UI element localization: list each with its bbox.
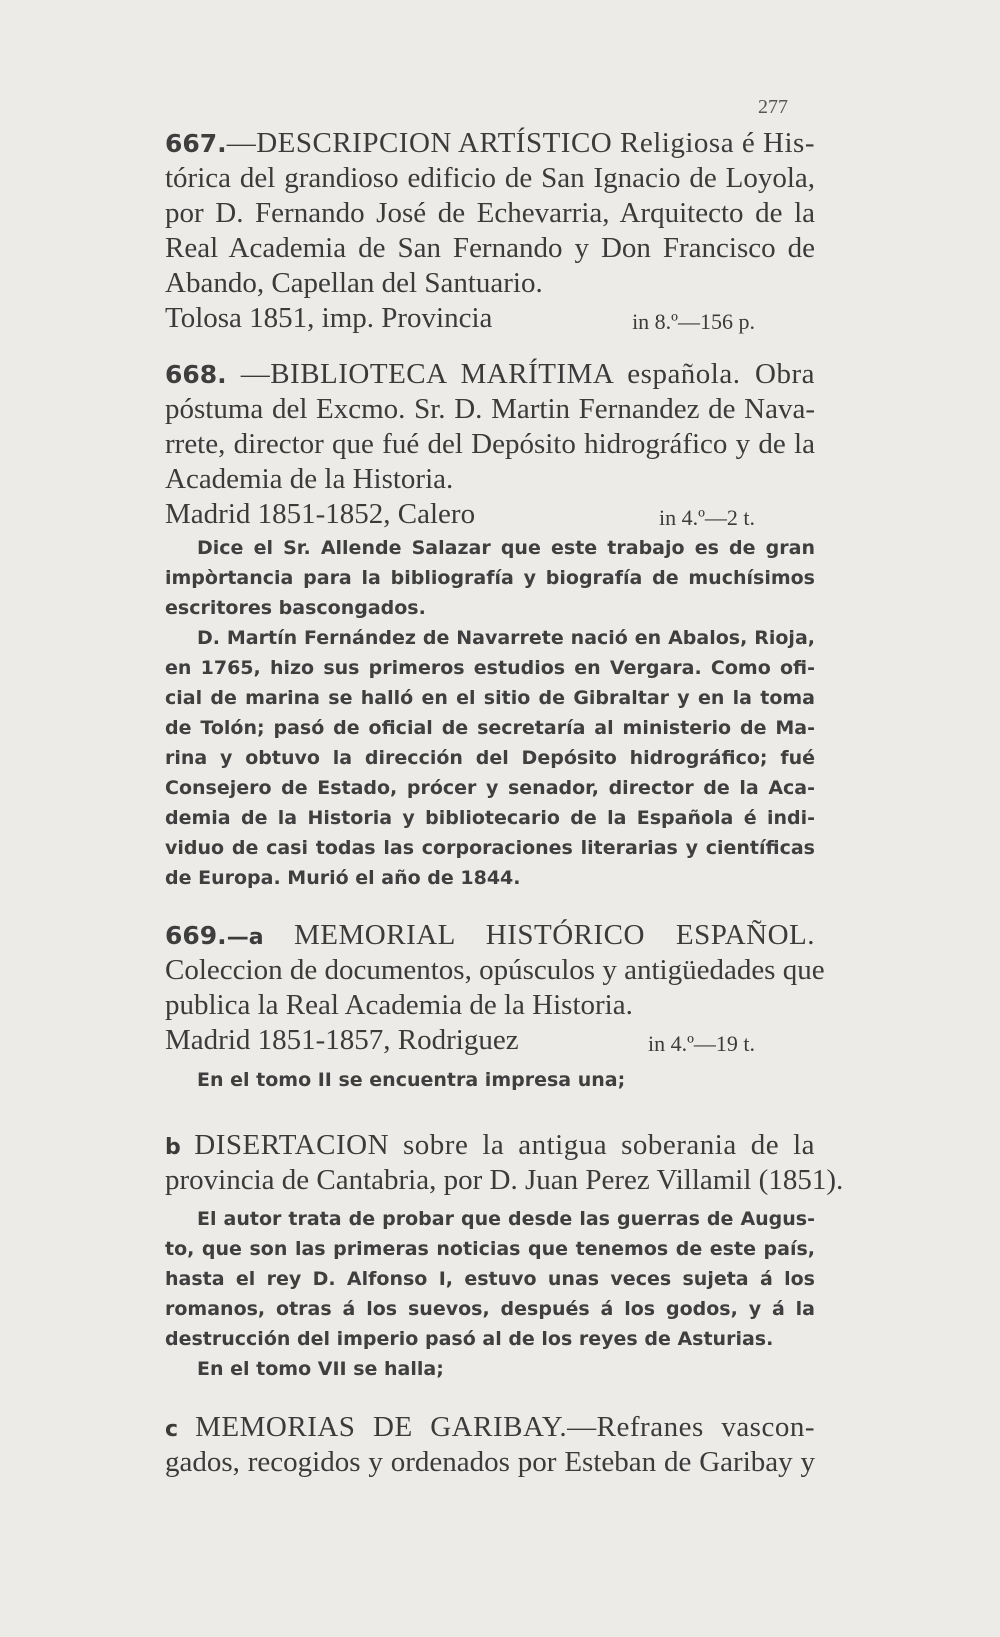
note-line: viduo de casi todas las corporaciones literarias y científicas bbox=[165, 837, 815, 859]
note-line: En el tomo VII se halla; bbox=[197, 1358, 444, 1380]
entry-number: 669. bbox=[165, 921, 227, 950]
imprint-line bbox=[165, 1023, 815, 1058]
entry-line: publica la Real Academia de la Historia. bbox=[165, 989, 633, 1021]
note-line: to, que son las primeras noticias que tenemos de este país, bbox=[165, 1238, 815, 1260]
imprint: Madrid 1851-1857, Rodriguez bbox=[165, 1024, 519, 1056]
note-line: Dice el Sr. Allende Salazar que este trabajo es de gran bbox=[197, 537, 815, 559]
entry-line: Coleccion de documentos, opúsculos y antigüedades que bbox=[165, 954, 825, 986]
imprint: Madrid 1851-1852, Calero bbox=[165, 498, 476, 530]
entry-line: 669.—a MEMORIAL HISTÓRICO ESPAÑOL. bbox=[165, 919, 815, 951]
note-line: D. Martín Fernández de Navarrete nació en Abalos, Rioja, bbox=[197, 627, 815, 649]
entry-line: por D. Fernando José de Echevarria, Arquitecto de la bbox=[165, 197, 815, 229]
entry-line: tórica del grandioso edificio de San Ignacio de Loyola, bbox=[165, 162, 815, 194]
page-number: 277 bbox=[758, 96, 788, 118]
entry-line: c MEMORIAS DE GARIBAY.—Refranes vascon- bbox=[165, 1411, 816, 1443]
entry-line: b DISERTACION sobre la antigua soberania de la bbox=[165, 1129, 816, 1161]
note-line: de Europa. Murió el año de 1844. bbox=[165, 867, 521, 889]
note-line: El autor trata de probar que desde las guerras de Augus- bbox=[197, 1208, 815, 1230]
entry-line: póstuma del Excmo. Sr. D. Martin Fernandez de Nava- bbox=[165, 393, 815, 425]
imprint-line bbox=[165, 497, 815, 532]
note-line: escritores bascongados. bbox=[165, 597, 426, 619]
note-block-669b bbox=[165, 1204, 815, 1384]
entry-line: Real Academia de San Fernando y Don Francisco de bbox=[165, 232, 815, 264]
entry-number: 667. bbox=[165, 129, 227, 158]
entry-line: 668. —BIBLIOTECA MARÍTIMA española. Obra bbox=[165, 358, 815, 390]
sub-letter-c: c bbox=[165, 1417, 179, 1442]
note-line: romanos, otras á los suevos, después á los godos, y á la bbox=[165, 1298, 815, 1320]
imprint: Tolosa 1851, imp. Provincia bbox=[165, 302, 493, 334]
entry-line: Abando, Capellan del Santuario. bbox=[165, 267, 543, 299]
note-line: En el tomo II se encuentra impresa una; bbox=[197, 1069, 626, 1091]
note-block-668 bbox=[165, 533, 815, 893]
note-line: cial de marina se halló en el sitio de Gibraltar y en la toma bbox=[165, 687, 815, 709]
note-line: impòrtancia para la bibliografía y biografía de muchísimos bbox=[165, 567, 815, 589]
note-line: hasta el rey D. Alfonso I, estuvo unas veces sujeta á los bbox=[165, 1268, 815, 1290]
note-line: de Tolón; pasó de oficial de secretaría al ministerio de Ma- bbox=[165, 717, 815, 739]
entry-668 bbox=[165, 357, 815, 532]
entry-line: Academia de la Historia. bbox=[165, 463, 454, 495]
entry-number: 668. bbox=[165, 360, 227, 389]
sub-letter-b: b bbox=[165, 1135, 181, 1160]
imprint-line bbox=[165, 301, 815, 336]
entry-667 bbox=[165, 126, 815, 336]
format: in 4.º—2 t. bbox=[658, 505, 755, 530]
entry-669c bbox=[165, 1410, 815, 1480]
entry-line: rrete, director que fué del Depósito hidrográfico y de la bbox=[165, 428, 815, 460]
note-line: demia de la Historia y bibliotecario de la Española é indi- bbox=[165, 807, 815, 829]
format: in 8.º—156 p. bbox=[632, 309, 755, 334]
sub-letter-a: —a bbox=[226, 925, 264, 950]
entry-line: provincia de Cantabria, por D. Juan Perez Villamil (1851). bbox=[165, 1164, 844, 1196]
note-block-669a bbox=[165, 1065, 815, 1095]
note-line: rina y obtuvo la dirección del Depósito hidrográfico; fué bbox=[165, 747, 815, 769]
note-line: destrucción del imperio pasó al de los reyes de Asturias. bbox=[165, 1328, 774, 1350]
note-line: en 1765, hizo sus primeros estudios en Vergara. Como ofi- bbox=[165, 657, 815, 679]
entry-669 bbox=[165, 918, 825, 1058]
entry-line: gados, recogidos y ordenados por Esteban de Garibay y bbox=[165, 1446, 815, 1478]
note-line: Consejero de Estado, prócer y senador, director de la Aca- bbox=[165, 777, 815, 799]
entry-669b bbox=[165, 1128, 844, 1198]
format: in 4.º—19 t. bbox=[647, 1031, 755, 1056]
entry-line: 667.—DESCRIPCION ARTÍSTICO Religiosa é His- bbox=[165, 127, 815, 159]
